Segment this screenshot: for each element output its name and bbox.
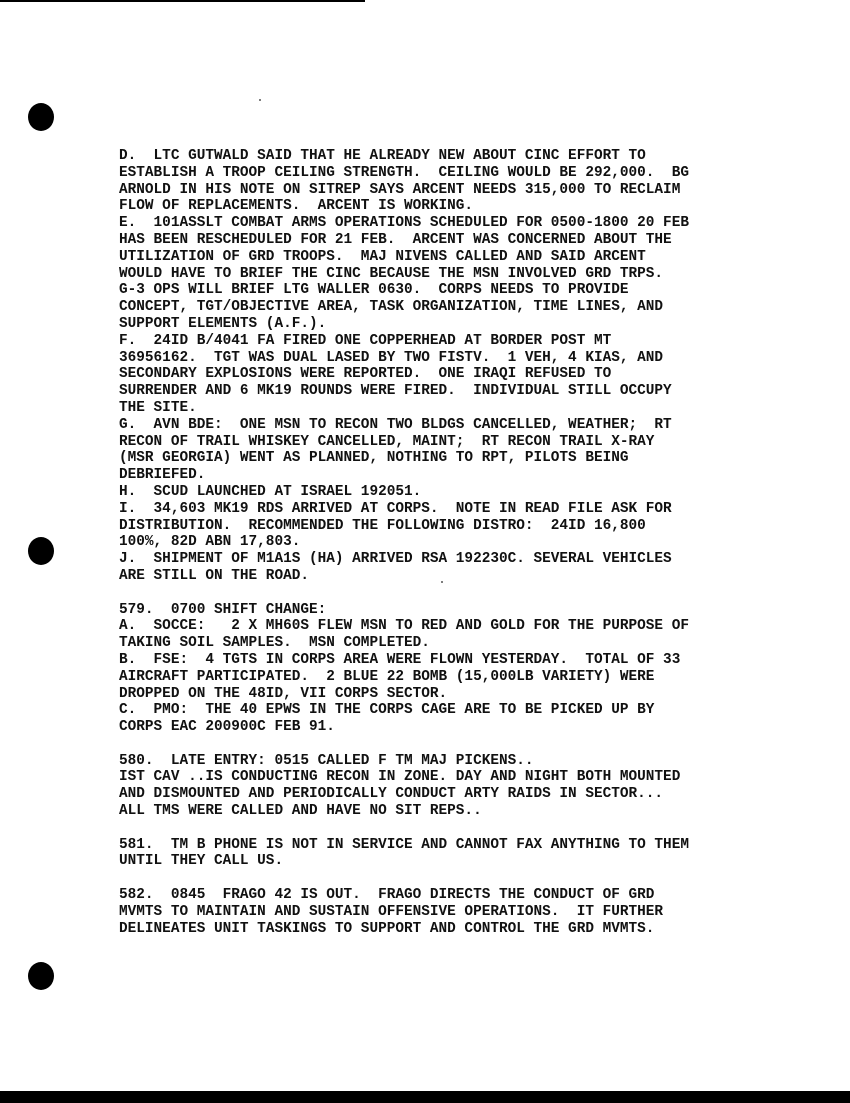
text-line: AND DISMOUNTED AND PERIODICALLY CONDUCT ARTY RAIDS IN SECTOR... [119,786,664,803]
text-line: TAKING SOIL SAMPLES. MSN COMPLETED. [119,635,430,652]
text-line: 100%, 82D ABN 17,803. [119,534,301,551]
text-line: UNTIL THEY CALL US. [119,853,284,870]
text-line: 582. 0845 FRAGO 42 IS OUT. FRAGO DIRECTS THE CONDUCT OF GRD [119,887,655,904]
text-line: CORPS EAC 200900C FEB 91. [119,719,335,736]
text-line: RECON OF TRAIL WHISKEY CANCELLED, MAINT; RT RECON TRAIL X-RAY [119,433,655,450]
text-line: A. SOCCE: 2 X MH60S FLEW MSN TO RED AND GOLD FOR THE PURPOSE OF [119,618,689,635]
scan-bottom-edge-band [0,1091,850,1103]
text-line: SECONDARY EXPLOSIONS WERE REPORTED. ONE IRAQI REFUSED TO [119,366,612,383]
blank-line [119,820,839,837]
text-line: 581. TM B PHONE IS NOT IN SERVICE AND CANNOT FAX ANYTHING TO THEM [119,836,689,853]
document-body [119,148,839,937]
text-line: AIRCRAFT PARTICIPATED. 2 BLUE 22 BOMB (15,000LB VARIETY) WERE [119,668,655,685]
text-line: SUPPORT ELEMENTS (A.F.). [119,315,327,332]
text-line: THE SITE. [119,399,197,416]
text-line: F. 24ID B/4041 FA FIRED ONE COPPERHEAD AT BORDER POST MT [119,332,612,349]
text-line: 579. 0700 SHIFT CHANGE: [119,601,327,618]
text-line: SURRENDER AND 6 MK19 ROUNDS WERE FIRED. INDIVIDUAL STILL OCCUPY [119,383,672,400]
text-line: C. PMO: THE 40 EPWS IN THE CORPS CAGE ARE TO BE PICKED UP BY [119,702,655,719]
scan-speck [259,99,261,101]
punch-hole-top [28,103,54,131]
text-line: G-3 OPS WILL BRIEF LTG WALLER 0630. CORPS NEEDS TO PROVIDE [119,282,629,299]
text-line: DELINEATES UNIT TASKINGS TO SUPPORT AND CONTROL THE GRD MVMTS. [119,920,655,937]
text-line: HAS BEEN RESCHEDULED FOR 21 FEB. ARCENT WAS CONCERNED ABOUT THE [119,231,672,248]
text-line: ARNOLD IN HIS NOTE ON SITREP SAYS ARCENT NEEDS 315,000 TO RECLAIM [119,181,681,198]
text-line: 36956162. TGT WAS DUAL LASED BY TWO FISTV. 1 VEH, 4 KIAS, AND [119,349,664,366]
blank-line [119,736,839,753]
text-line: MVMTS TO MAINTAIN AND SUSTAIN OFFENSIVE OPERATIONS. IT FURTHER [119,903,664,920]
blank-line [119,870,839,887]
text-line: ESTABLISH A TROOP CEILING STRENGTH. CEILING WOULD BE 292,000. BG [119,164,689,181]
text-line: UTILIZATION OF GRD TROOPS. MAJ NIVENS CALLED AND SAID ARCENT [119,248,646,265]
scan-top-edge-rule [0,0,365,2]
punch-hole-bottom [28,962,54,990]
text-line: CONCEPT, TGT/OBJECTIVE AREA, TASK ORGANIZATION, TIME LINES, AND [119,299,664,316]
text-line: DISTRIBUTION. RECOMMENDED THE FOLLOWING DISTRO: 24ID 16,800 [119,517,646,534]
text-line: FLOW OF REPLACEMENTS. ARCENT IS WORKING. [119,198,474,215]
text-line: J. SHIPMENT OF M1A1S (HA) ARRIVED RSA 192230C. SEVERAL VEHICLES [119,551,672,568]
text-line: B. FSE: 4 TGTS IN CORPS AREA WERE FLOWN YESTERDAY. TOTAL OF 33 [119,651,681,668]
text-line: 580. LATE ENTRY: 0515 CALLED F TM MAJ PICKENS.. [119,752,534,769]
text-line: (MSR GEORGIA) WENT AS PLANNED, NOTHING TO RPT, PILOTS BEING [119,450,629,467]
text-line: WOULD HAVE TO BRIEF THE CINC BECAUSE THE MSN INVOLVED GRD TRPS. [119,265,664,282]
text-line: D. LTC GUTWALD SAID THAT HE ALREADY NEW ABOUT CINC EFFORT TO [119,148,646,164]
punch-hole-middle [28,537,54,565]
text-line: IST CAV ..IS CONDUCTING RECON IN ZONE. DAY AND NIGHT BOTH MOUNTED [119,769,681,786]
text-line: ARE STILL ON THE ROAD. [119,567,309,584]
text-line: E. 101ASSLT COMBAT ARMS OPERATIONS SCHEDULED FOR 0500-1800 20 FEB [119,215,689,232]
text-line: G. AVN BDE: ONE MSN TO RECON TWO BLDGS CANCELLED, WEATHER; RT [119,416,672,433]
text-line: H. SCUD LAUNCHED AT ISRAEL 192051. [119,483,422,500]
text-line: ALL TMS WERE CALLED AND HAVE NO SIT REPS.. [119,803,482,820]
text-line: I. 34,603 MK19 RDS ARRIVED AT CORPS. NOTE IN READ FILE ASK FOR [119,500,672,517]
text-line: DEBRIEFED. [119,467,206,484]
blank-line [119,585,839,602]
text-line: DROPPED ON THE 48ID, VII CORPS SECTOR. [119,685,448,702]
